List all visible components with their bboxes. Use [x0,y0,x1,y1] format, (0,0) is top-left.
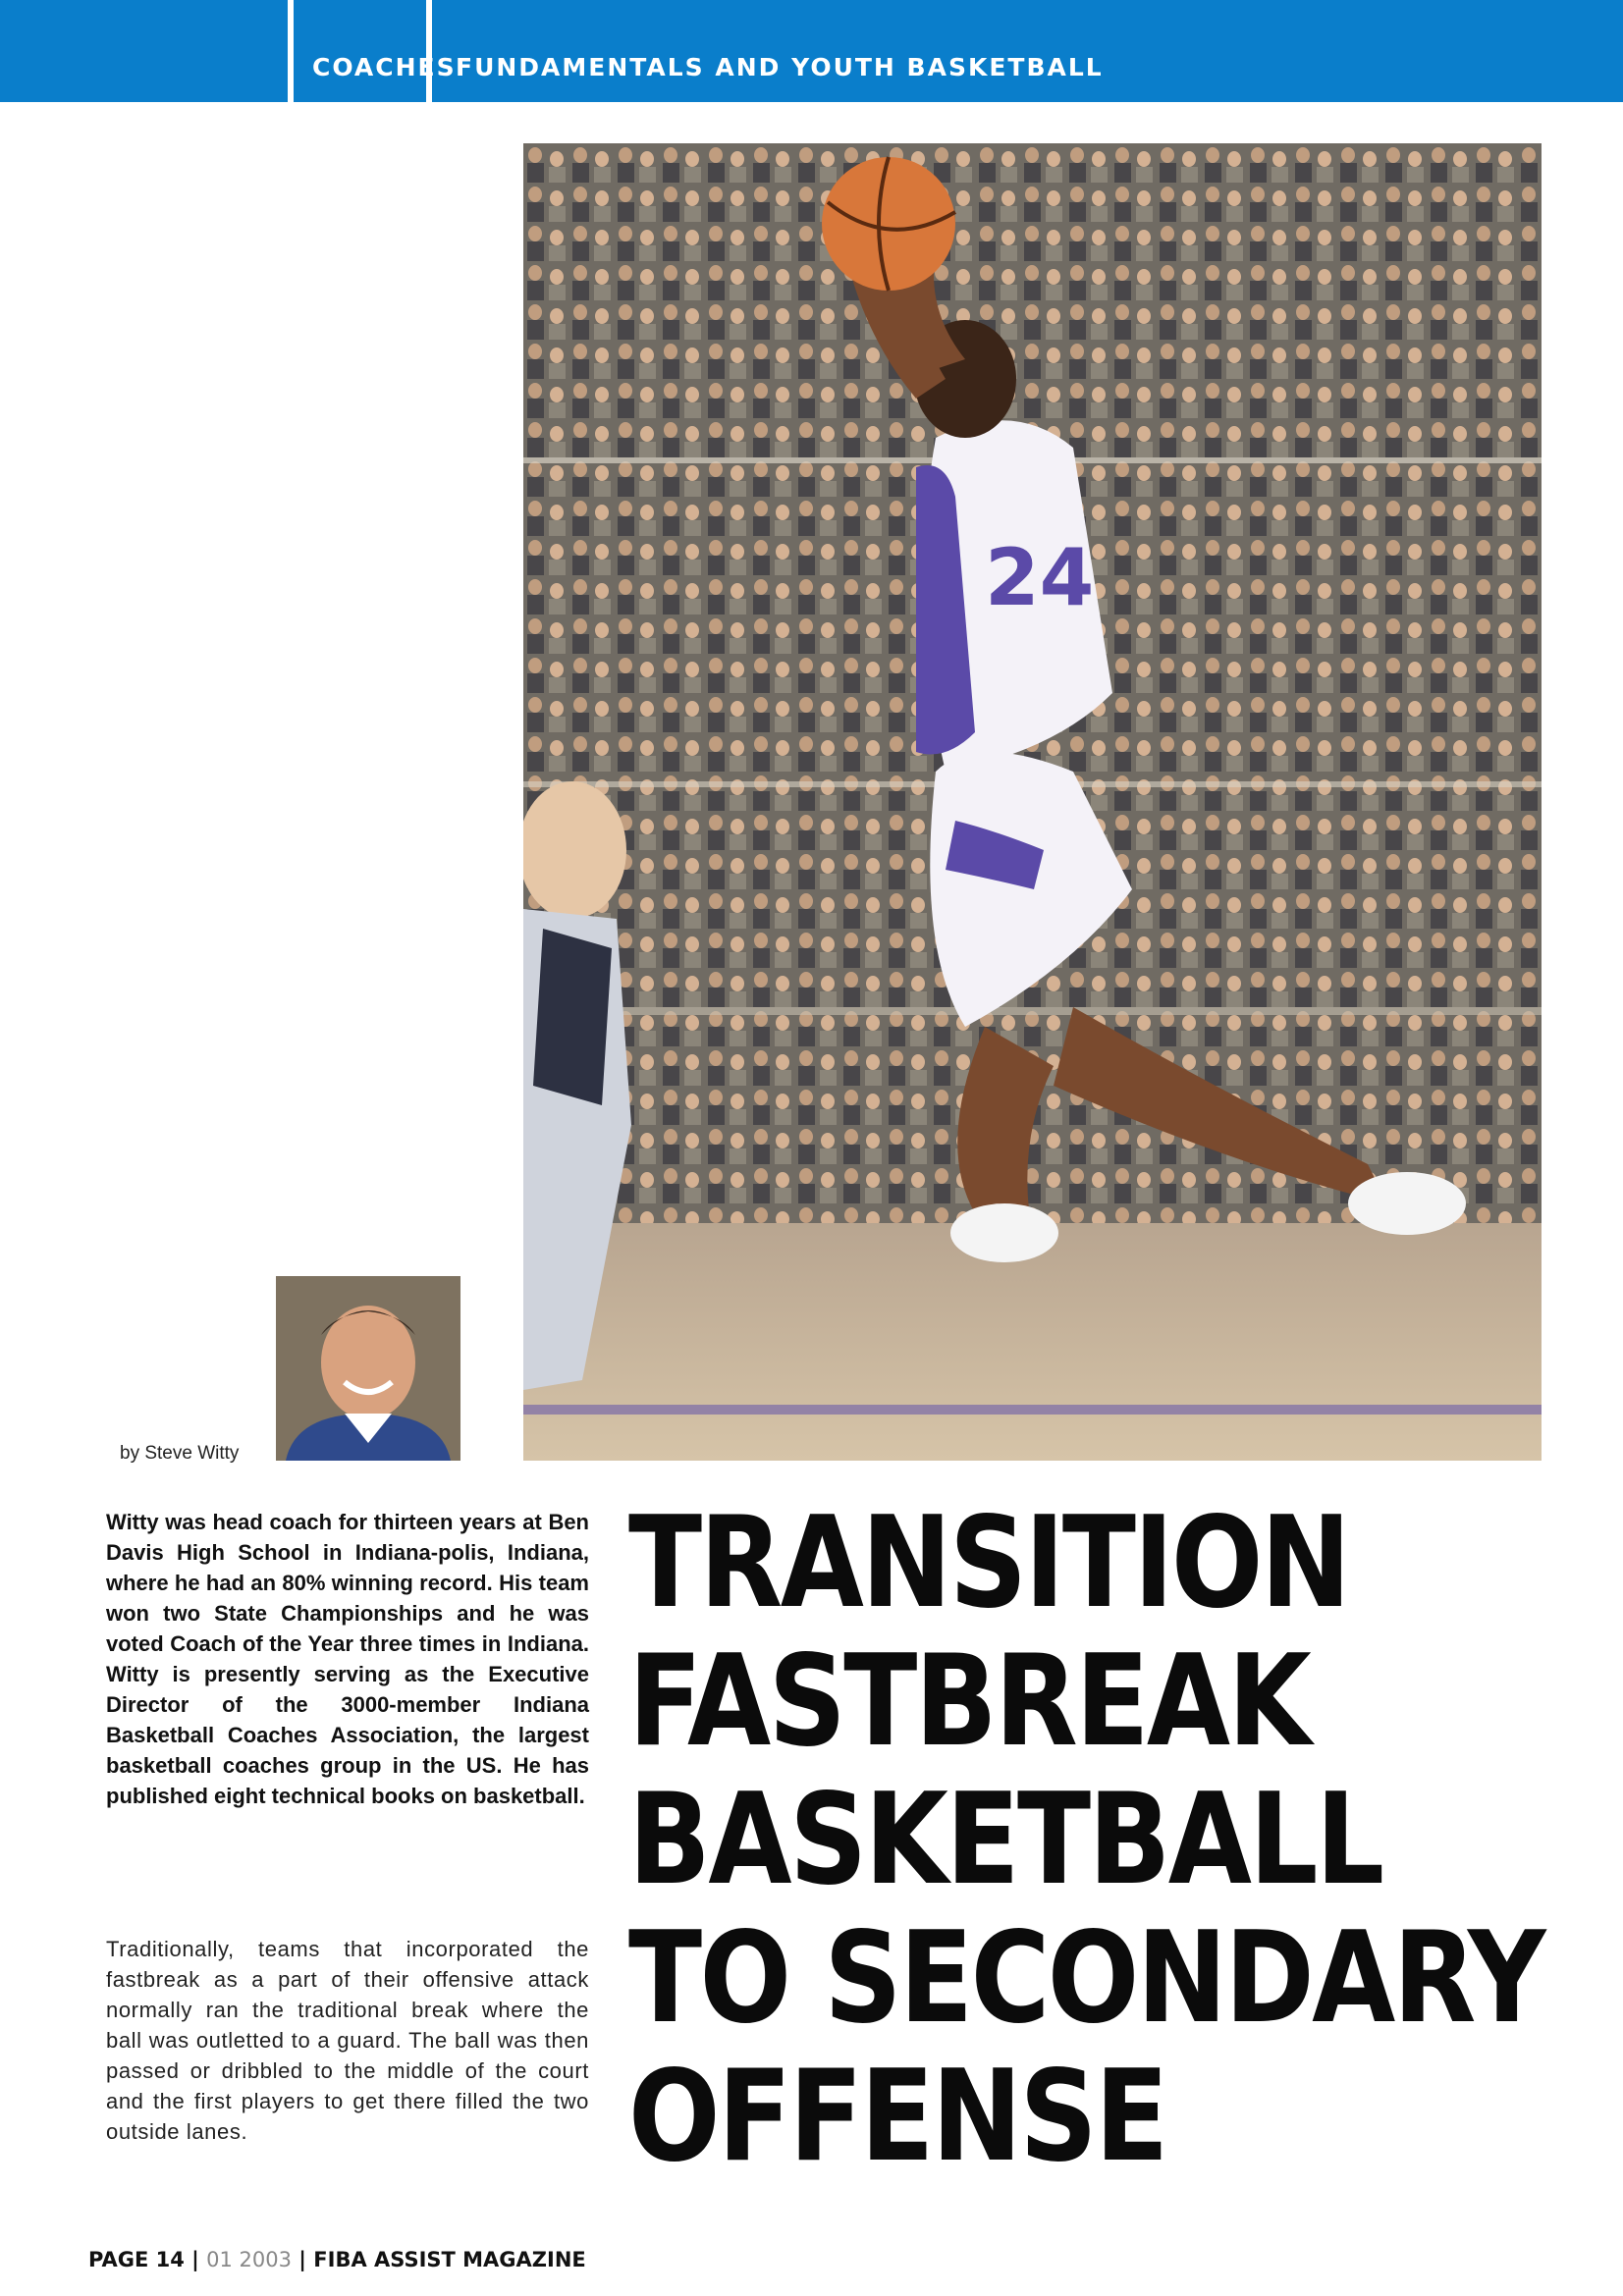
headline-line: TRANSITION [628,1490,1349,1636]
page-footer [88,2248,586,2271]
header-divider-2 [426,0,432,102]
header-bar [0,0,1623,102]
action-photo-illustration [523,143,1542,1461]
headline-line: BASKETBALL [628,1767,1382,1913]
issue-date: 01 2003 [206,2248,292,2271]
header-divider-1 [288,0,294,102]
headline-line: FASTBREAK [628,1629,1310,1775]
footer-separator: | [291,2248,314,2271]
headline-line: OFFENSE [628,2044,1166,2190]
article-headline [628,1490,1544,2190]
byline: by Steve Witty [120,1443,240,1464]
section-label: COACHES [312,53,457,81]
author-headshot [276,1276,460,1461]
author-bio: Witty was head coach for thirteen years at Ben Davis High School in Indiana-polis, Indiana, where he had an 80% winning record. His team won two State Championships and he was voted Coach of the Year three times in Indiana. Witty is presently serving as the Executive Director of the 3000-member Indiana Basketball Coaches Association, the largest basketball coaches group in the US. He has published eight technical books on basketball. [106,1510,589,1808]
subsection-label: FUNDAMENTALS AND YOUTH BASKETBALL [456,53,1104,81]
jersey-number: 24 [985,532,1095,623]
magazine-name: FIBA ASSIST MAGAZINE [313,2248,586,2271]
footer-separator: | [184,2248,207,2271]
headline-line: TO SECONDARY [628,1905,1544,2052]
author-headshot-illustration [276,1276,460,1461]
page-number: PAGE 14 [88,2248,185,2271]
action-photo [523,143,1542,1461]
article-body: Traditionally, teams that incorporated the fastbreak as a part of their offensive attack normally ran the traditional break where the ball was outletted to a guard. The ball was then passed or dribbled to the middle of the court and the first players to get there filled the two outside lanes. [106,1937,589,2144]
